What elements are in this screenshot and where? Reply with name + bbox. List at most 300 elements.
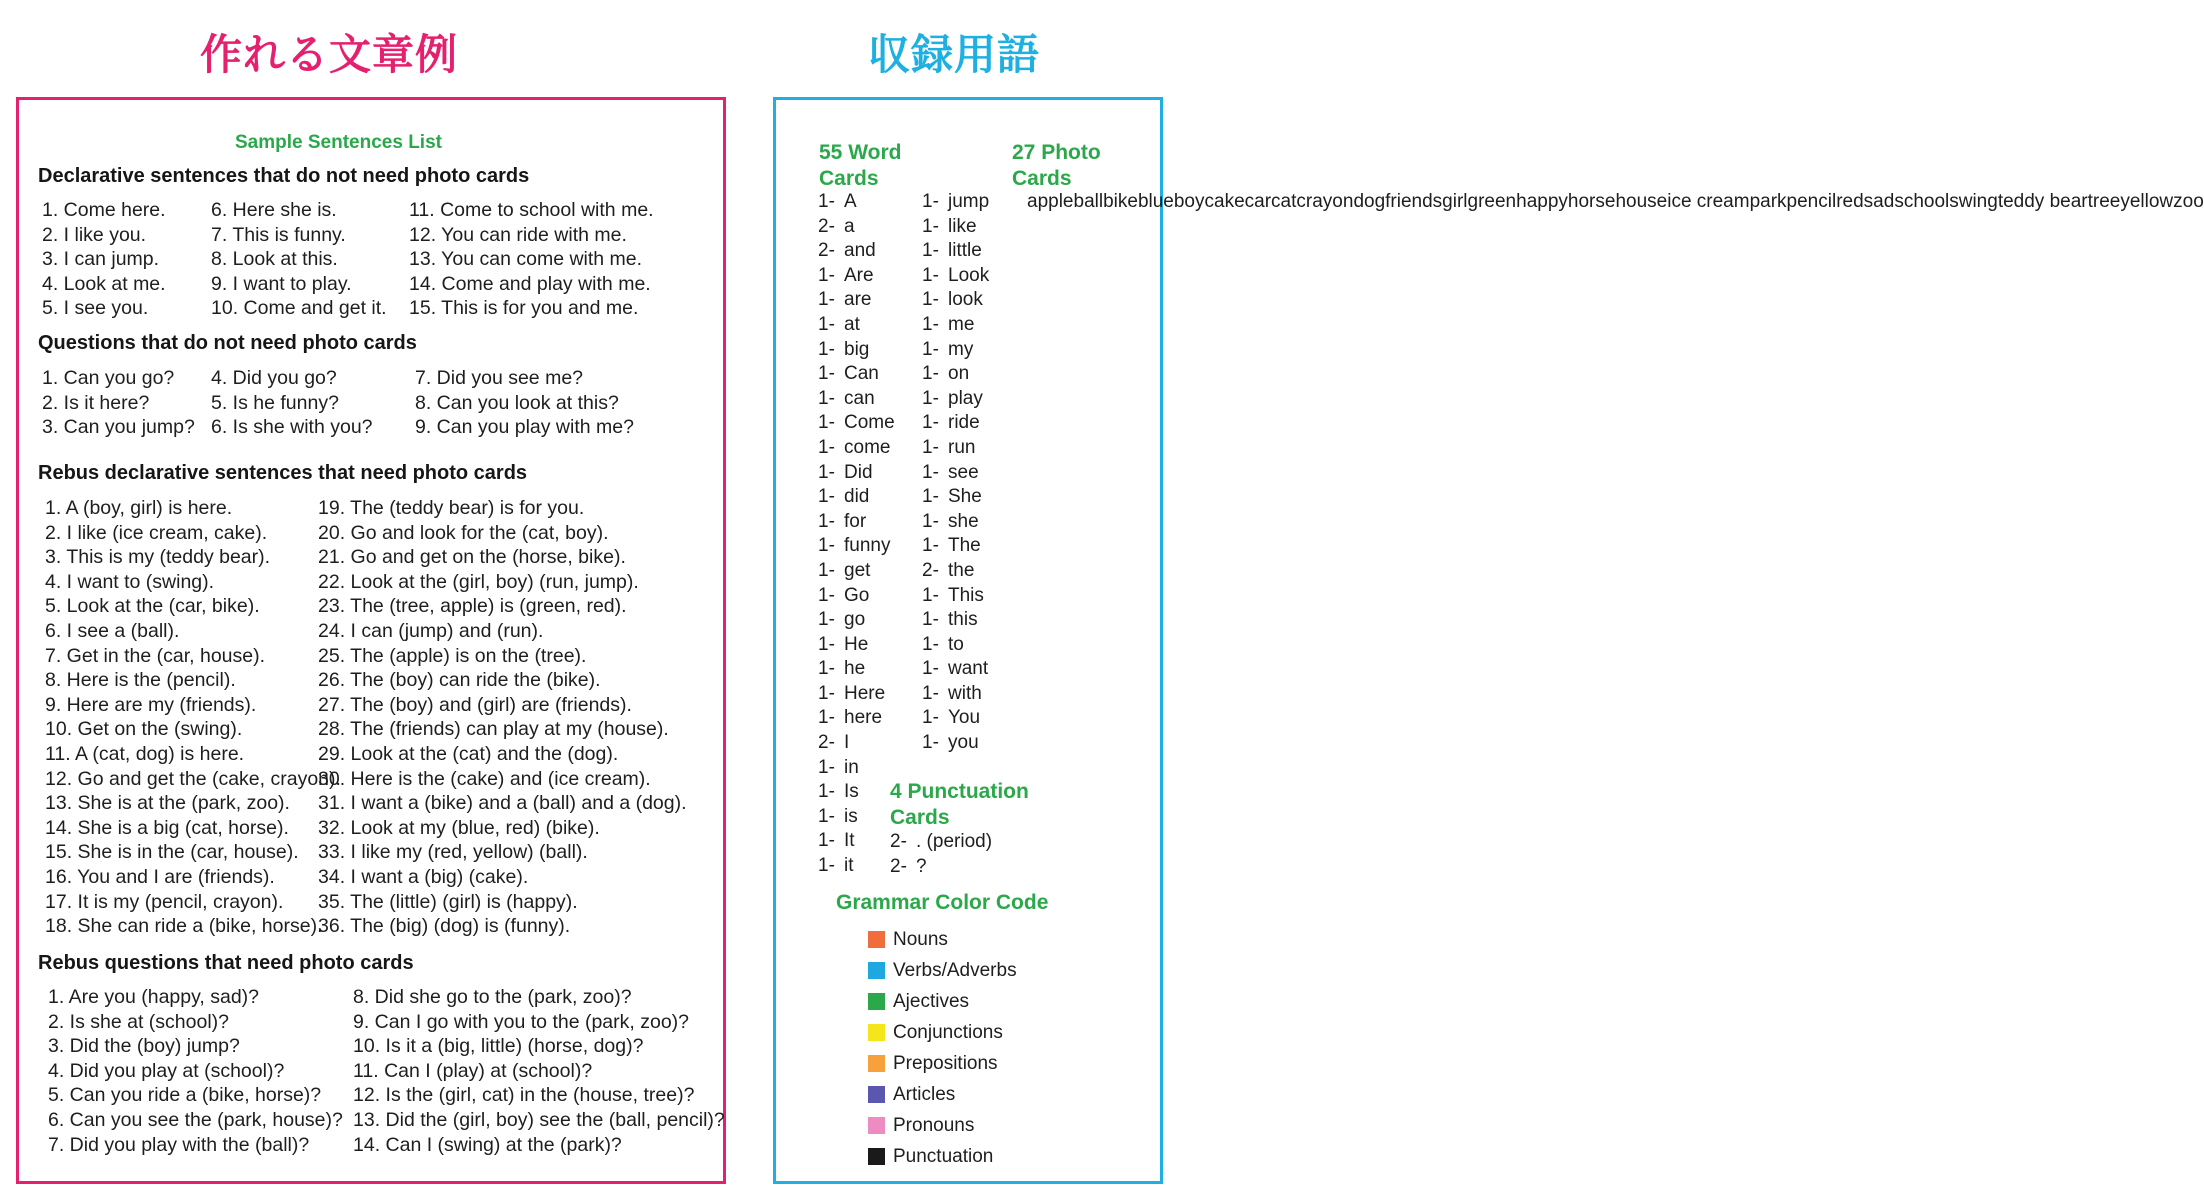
word-cards-col-1: [818, 190, 895, 879]
list-item: 13. Did the (girl, boy) see the (ball, pencil)?: [353, 1108, 725, 1131]
rebus-questions-heading: Rebus questions that need photo cards: [38, 952, 414, 974]
list-item: 1. Come here.: [42, 199, 166, 221]
card-count: 1-: [922, 264, 939, 286]
card-word: is: [844, 805, 858, 827]
list-item: 3. I can jump.: [42, 248, 160, 271]
card-word: it: [844, 855, 854, 877]
card-word: Go: [844, 584, 870, 606]
list-item: pencil: [1786, 191, 1837, 212]
sample-sentences-title: Sample Sentences List: [235, 132, 442, 153]
word-card-row: [818, 510, 895, 535]
word-card-row: [922, 215, 989, 240]
word-card-row: [818, 190, 895, 215]
card-count: 1-: [818, 412, 835, 434]
word-card-row: [818, 854, 895, 879]
legend-item: [868, 1110, 1017, 1141]
legend-label: Pronouns: [893, 1114, 975, 1136]
card-count: 1-: [818, 805, 835, 827]
word-card-row: [922, 485, 989, 510]
list-item: yellow: [2120, 191, 2174, 212]
word-card-row: [922, 338, 989, 363]
list-item: zoo: [2173, 191, 2204, 212]
card-word: the: [948, 559, 975, 581]
list-item: car: [1244, 191, 1272, 212]
card-count: 1-: [922, 191, 939, 212]
list-item: 10. Come and get it.: [211, 297, 387, 320]
word-cards-col-2: [922, 190, 989, 756]
list-item: 1. A (boy, girl) is here.: [45, 497, 233, 519]
word-card-row: [818, 805, 895, 830]
declarative-heading: Declarative sentences that do not need photo cards: [38, 165, 530, 187]
card-word: my: [948, 338, 974, 360]
card-count: 2-: [818, 240, 835, 262]
list-item: girl: [1442, 191, 1468, 212]
list-item: 34. I want a (big) (cake).: [318, 865, 529, 888]
list-item: 14. Come and play with me.: [409, 272, 651, 295]
legend-item: [868, 986, 1017, 1017]
legend-item: [868, 924, 1017, 955]
card-word: big: [844, 338, 870, 360]
card-word: like: [948, 215, 977, 237]
word-card-row: [922, 288, 989, 313]
word-card-row: [818, 313, 895, 338]
questions-col-1: [42, 366, 195, 440]
card-word: at: [844, 313, 860, 335]
list-item: 6. Is she with you?: [211, 416, 373, 439]
word-card-row: [818, 829, 895, 854]
card-word: you: [948, 732, 979, 754]
sentence-examples-heading: 作れる文章例: [200, 30, 459, 79]
card-word: see: [948, 461, 979, 483]
card-count: 2-: [818, 215, 835, 237]
card-count: 1-: [818, 510, 835, 532]
word-card-row: [818, 264, 895, 289]
list-item: 9. Here are my (friends).: [45, 693, 257, 716]
declarative-col-1: [42, 198, 166, 321]
card-word: This: [948, 584, 984, 606]
list-item: 12. Is the (girl, cat) in the (house, tree)?: [353, 1084, 695, 1107]
card-word: look: [948, 289, 983, 311]
word-card-row: [922, 264, 989, 289]
card-count: 1-: [818, 387, 835, 409]
card-word: she: [948, 510, 979, 532]
card-word: he: [844, 658, 866, 680]
rebus-declarative-col-1: [45, 496, 341, 939]
word-card-row: [890, 830, 992, 855]
card-count: 1-: [818, 264, 835, 286]
card-word: jump: [948, 191, 990, 212]
word-card-row: [922, 436, 989, 461]
card-count: 1-: [922, 461, 939, 483]
card-word: can: [844, 387, 875, 409]
list-item: green: [1467, 191, 1517, 212]
list-item: 12. Go and get the (cake, crayon).: [45, 767, 341, 790]
card-word: He: [844, 633, 869, 655]
list-item: 21. Go and get on the (horse, bike).: [318, 546, 626, 569]
list-item: cake: [1204, 191, 1245, 212]
card-count: 1-: [922, 584, 939, 606]
list-item: ball: [1073, 191, 1104, 212]
list-item: 36. The (big) (dog) is (funny).: [318, 915, 571, 938]
card-word: The: [948, 535, 981, 557]
list-item: 31. I want a (bike) and a (ball) and a (dog).: [318, 792, 687, 815]
card-word: go: [844, 609, 866, 631]
card-count: 1-: [818, 535, 835, 557]
word-card-row: [818, 387, 895, 412]
list-item: 4. Did you play at (school)?: [48, 1059, 285, 1082]
word-card-row: [818, 411, 895, 436]
card-count: 1-: [818, 633, 835, 655]
card-word: on: [948, 363, 970, 385]
list-item: 18. She can ride a (bike, horse).: [45, 915, 323, 938]
list-item: cat: [1271, 191, 1297, 212]
card-count: 1-: [818, 756, 835, 778]
rebus-declarative-col-2: [318, 496, 687, 939]
list-item: 12. You can ride with me.: [409, 223, 627, 246]
rebus-questions-col-2: [353, 985, 725, 1157]
color-swatch: [868, 931, 885, 948]
list-item: 22. Look at the (girl, boy) (run, jump).: [318, 570, 639, 593]
list-item: 1. Are you (happy, sad)?: [48, 986, 260, 1008]
list-item: 32. Look at my (blue, red) (bike).: [318, 816, 600, 839]
word-card-row: [922, 584, 989, 609]
list-item: sad: [1863, 191, 1895, 212]
list-item: 2. Is it here?: [42, 391, 150, 414]
card-word: this: [948, 609, 978, 631]
color-swatch: [868, 993, 885, 1010]
list-item: 17. It is my (pencil, crayon).: [45, 890, 284, 913]
list-item: 5. Is he funny?: [211, 391, 339, 414]
list-item: 2. I like (ice cream, cake).: [45, 521, 268, 544]
card-word: run: [948, 436, 976, 458]
word-card-row: [818, 756, 895, 781]
card-word: to: [948, 633, 964, 655]
card-word: want: [948, 658, 989, 680]
list-item: park: [1749, 191, 1787, 212]
photo-cards-title: 27 Photo Cards: [1012, 141, 1101, 190]
word-card-row: [818, 608, 895, 633]
card-word: It: [844, 830, 855, 852]
color-swatch: [868, 1148, 885, 1165]
legend-label: Verbs/Adverbs: [893, 959, 1017, 981]
word-card-row: [922, 510, 989, 535]
card-count: 2-: [818, 732, 835, 754]
word-cards-title: 55 Word Cards: [819, 141, 902, 190]
word-card-row: [818, 338, 895, 363]
list-item: apple: [1027, 191, 1074, 212]
card-word: are: [844, 289, 872, 311]
list-item: 33. I like my (red, yellow) (ball).: [318, 841, 588, 864]
word-card-row: [922, 362, 989, 387]
word-card-row: [818, 731, 895, 756]
legend-label: Conjunctions: [893, 1021, 1003, 1043]
color-swatch: [868, 1055, 885, 1072]
list-item: 6. I see a (ball).: [45, 619, 180, 642]
card-count: 1-: [922, 510, 939, 532]
legend-item: [868, 955, 1017, 986]
list-item: 9. Can I go with you to the (park, zoo)?: [353, 1010, 690, 1033]
list-item: bike: [1103, 191, 1138, 212]
card-count: 1-: [922, 387, 939, 409]
card-count: 1-: [818, 781, 835, 803]
legend-label: Ajectives: [893, 990, 970, 1012]
list-item: 2. Is she at (school)?: [48, 1010, 230, 1033]
word-card-row: [818, 657, 895, 682]
word-card-row: [922, 387, 989, 412]
card-count: 1-: [922, 289, 939, 311]
list-item: 7. Get in the (car, house).: [45, 644, 266, 667]
list-item: teddy bear: [1997, 191, 2088, 212]
card-count: 1-: [922, 535, 939, 557]
word-card-row: [818, 461, 895, 486]
card-count: 1-: [818, 682, 835, 704]
card-word: come: [844, 436, 891, 458]
questions-col-3: [415, 366, 634, 440]
list-item: 11. Come to school with me.: [409, 199, 654, 221]
card-count: 1-: [818, 855, 835, 877]
word-card-row: [922, 239, 989, 264]
list-item: 1. Can you go?: [42, 367, 175, 389]
list-item: 8. Did she go to the (park, zoo)?: [353, 986, 632, 1008]
list-item: 26. The (boy) can ride the (bike).: [318, 669, 601, 692]
color-swatch: [868, 1086, 885, 1103]
card-word: funny: [844, 535, 891, 557]
card-count: 1-: [818, 436, 835, 458]
list-item: 3. This is my (teddy bear).: [45, 546, 271, 569]
card-word: little: [948, 240, 982, 262]
color-swatch: [868, 1024, 885, 1041]
word-card-row: [818, 584, 895, 609]
list-item: house: [1615, 191, 1668, 212]
rebus-questions-col-1: [48, 985, 343, 1157]
card-word: here: [844, 707, 883, 729]
legend-label: Articles: [893, 1083, 956, 1105]
word-card-row: [818, 239, 895, 264]
punctuation-cards-title: 4 Punctuation Cards: [890, 780, 1029, 829]
card-word: ride: [948, 412, 980, 434]
card-count: 1-: [818, 658, 835, 680]
legend-item: [868, 1017, 1017, 1048]
card-count: 1-: [818, 707, 835, 729]
list-item: 25. The (apple) is on the (tree).: [318, 644, 587, 667]
list-item: 23. The (tree, apple) is (green, red).: [318, 595, 627, 618]
legend-item: [868, 1079, 1017, 1110]
card-count: 1-: [818, 191, 835, 212]
word-card-row: [922, 731, 989, 756]
vocabulary-heading: 収録用語: [868, 30, 1041, 79]
grammar-legend: [868, 924, 1017, 1172]
word-card-row: [818, 706, 895, 731]
color-swatch: [868, 1117, 885, 1134]
card-count: 1-: [818, 461, 835, 483]
list-item: school: [1894, 191, 1950, 212]
legend-label: Punctuation: [893, 1145, 994, 1167]
questions-heading: Questions that do not need photo cards: [38, 332, 417, 354]
list-item: 20. Go and look for the (cat, boy).: [318, 521, 609, 544]
word-card-row: [922, 706, 989, 731]
card-word: Can: [844, 363, 879, 385]
card-count: 1-: [818, 830, 835, 852]
card-count: 2-: [890, 831, 907, 852]
word-card-row: [818, 288, 895, 313]
card-word: did: [844, 486, 870, 508]
card-word: play: [948, 387, 983, 409]
card-count: 2-: [890, 855, 907, 877]
list-item: 5. Look at the (car, bike).: [45, 595, 260, 618]
questions-col-2: [211, 366, 373, 440]
list-item: horse: [1567, 191, 1616, 212]
list-item: 16. You and I are (friends).: [45, 865, 275, 888]
card-word: in: [844, 756, 859, 778]
photo-cards-list: [1027, 190, 2204, 215]
card-word: Did: [844, 461, 873, 483]
list-item: 14. She is a big (cat, horse).: [45, 816, 289, 839]
list-item: happy: [1516, 191, 1568, 212]
card-count: 1-: [818, 363, 835, 385]
card-count: 1-: [922, 707, 939, 729]
card-count: 1-: [818, 313, 835, 335]
word-card-row: [818, 436, 895, 461]
word-card-row: [890, 855, 992, 880]
list-item: 15. This is for you and me.: [409, 297, 639, 320]
card-count: 1-: [922, 658, 939, 680]
card-word: Are: [844, 264, 874, 286]
list-item: dog: [1353, 191, 1386, 212]
list-item: 30. Here is the (cake) and (ice cream).: [318, 767, 651, 790]
card-word: Here: [844, 682, 886, 704]
list-item: boy: [1173, 191, 1205, 212]
word-card-row: [818, 559, 895, 584]
card-word: I: [844, 732, 850, 754]
list-item: 19. The (teddy bear) is for you.: [318, 497, 585, 519]
word-card-row: [922, 633, 989, 658]
card-count: 1-: [922, 412, 939, 434]
list-item: tree: [2087, 191, 2121, 212]
list-item: 28. The (friends) can play at my (house).: [318, 718, 669, 741]
list-item: friends: [1385, 191, 1443, 212]
card-count: 1-: [922, 313, 939, 335]
list-item: 9. I want to play.: [211, 272, 352, 295]
list-item: swing: [1949, 191, 1998, 212]
card-word: Come: [844, 412, 895, 434]
word-card-row: [818, 362, 895, 387]
rebus-declarative-heading: Rebus declarative sentences that need photo cards: [38, 462, 528, 484]
list-item: blue: [1137, 191, 1174, 212]
card-count: 1-: [922, 436, 939, 458]
list-item: 24. I can (jump) and (run).: [318, 619, 544, 642]
list-item: 29. Look at the (cat) and the (dog).: [318, 742, 619, 765]
list-item: 6. Here she is.: [211, 199, 337, 221]
card-count: 1-: [922, 633, 939, 655]
legend-item: [868, 1048, 1017, 1079]
legend-item: [868, 1141, 1017, 1172]
list-item: 7. Did you see me?: [415, 367, 584, 389]
word-card-row: [922, 682, 989, 707]
list-item: 6. Can you see the (park, house)?: [48, 1108, 343, 1131]
list-item: 3. Can you jump?: [42, 416, 195, 439]
list-item: 11. A (cat, dog) is here.: [45, 742, 245, 765]
list-item: crayon: [1296, 191, 1354, 212]
card-word: with: [948, 682, 982, 704]
list-item: 8. Here is the (pencil).: [45, 669, 236, 692]
word-card-row: [818, 780, 895, 805]
list-item: 2. I like you.: [42, 223, 147, 246]
legend-label: Prepositions: [893, 1052, 998, 1074]
word-card-row: [922, 657, 989, 682]
word-card-row: [818, 682, 895, 707]
punctuation-cards-list: [890, 830, 992, 879]
card-count: 2-: [922, 559, 939, 581]
list-item: 27. The (boy) and (girl) are (friends).: [318, 693, 632, 716]
card-count: 1-: [818, 486, 835, 508]
card-word: A: [844, 191, 857, 212]
card-word: and: [844, 240, 876, 262]
list-item: 3. Did the (boy) jump?: [48, 1035, 240, 1058]
word-card-row: [922, 608, 989, 633]
word-card-row: [922, 534, 989, 559]
list-item: 9. Can you play with me?: [415, 416, 634, 439]
card-word: a: [844, 215, 855, 237]
list-item: 8. Look at this.: [211, 248, 338, 271]
word-card-row: [818, 215, 895, 240]
list-item: 11. Can I (play) at (school)?: [353, 1059, 593, 1082]
card-count: 1-: [818, 338, 835, 360]
grammar-color-code-title: Grammar Color Code: [836, 891, 1049, 914]
card-word: for: [844, 510, 867, 532]
list-item: 5. I see you.: [42, 297, 149, 320]
list-item: 5. Can you ride a (bike, horse)?: [48, 1084, 322, 1107]
word-card-row: [922, 461, 989, 486]
card-count: 1-: [922, 338, 939, 360]
card-word: get: [844, 559, 871, 581]
declarative-col-2: [211, 198, 387, 321]
word-card-row: [922, 411, 989, 436]
card-word: Is: [844, 781, 859, 803]
list-item: 35. The (little) (girl) is (happy).: [318, 890, 578, 913]
list-item: 14. Can I (swing) at the (park)?: [353, 1133, 622, 1156]
list-item: 10. Get on the (swing).: [45, 718, 243, 741]
word-card-row: [922, 313, 989, 338]
card-word: . (period): [916, 831, 993, 852]
word-card-row: [922, 559, 989, 584]
card-count: 1-: [818, 289, 835, 311]
list-item: 13. You can come with me.: [409, 248, 643, 271]
list-item: 4. Look at me.: [42, 272, 166, 295]
list-item: 7. Did you play with the (ball)?: [48, 1133, 310, 1156]
list-item: 15. She is in the (car, house).: [45, 841, 299, 864]
card-word: She: [948, 486, 982, 508]
card-word: ?: [916, 855, 927, 877]
word-card-row: [818, 534, 895, 559]
list-item: 7. This is funny.: [211, 223, 346, 246]
legend-label: Nouns: [893, 928, 948, 950]
card-word: You: [948, 707, 981, 729]
list-item: 10. Is it a (big, little) (horse, dog)?: [353, 1035, 644, 1058]
card-count: 1-: [818, 584, 835, 606]
word-card-row: [818, 485, 895, 510]
card-count: 1-: [818, 609, 835, 631]
declarative-col-3: [409, 198, 654, 321]
list-item: ice cream: [1667, 191, 1750, 212]
card-count: 1-: [922, 215, 939, 237]
list-item: 13. She is at the (park, zoo).: [45, 792, 290, 815]
word-card-row: [818, 633, 895, 658]
color-swatch: [868, 962, 885, 979]
word-card-row: [922, 190, 989, 215]
list-item: 4. I want to (swing).: [45, 570, 215, 593]
list-item: 8. Can you look at this?: [415, 391, 619, 414]
card-count: 1-: [922, 732, 939, 754]
